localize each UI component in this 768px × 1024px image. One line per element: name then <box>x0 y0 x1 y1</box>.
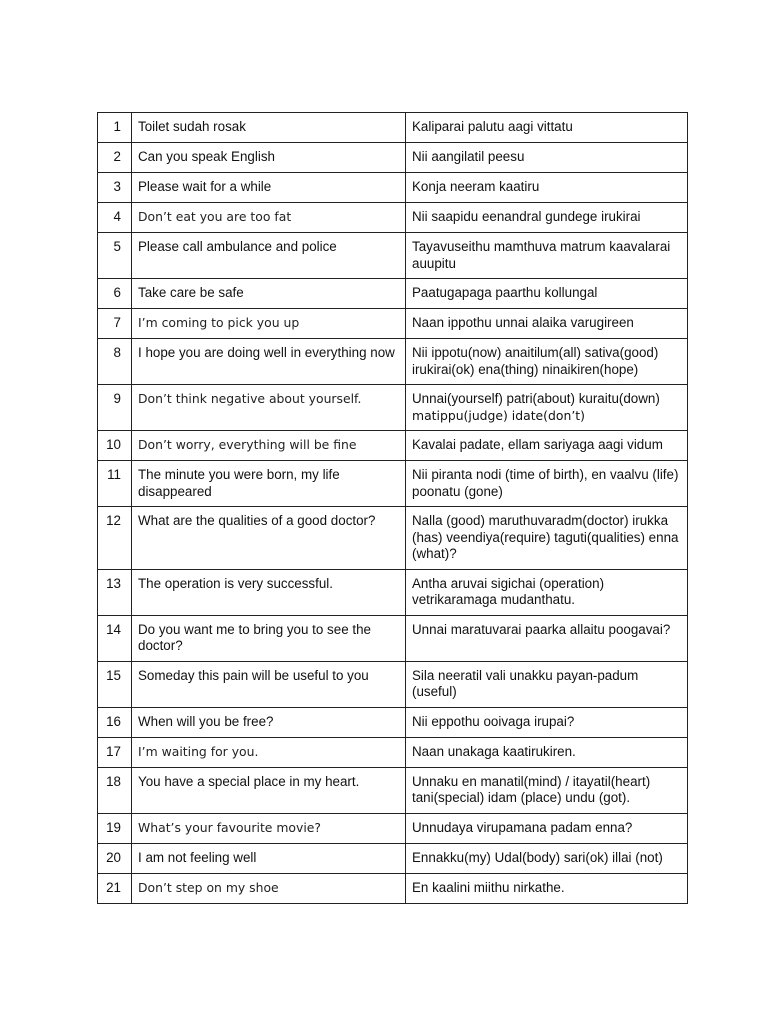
english-phrase: Don’t step on my shoe <box>132 873 406 903</box>
table-row <box>98 507 688 570</box>
tamil-translation: Nii piranta nodi (time of birth), en vaalvu (life) poonatu (gone) <box>406 461 688 507</box>
english-phrase: Don’t eat you are too fat <box>132 203 406 233</box>
english-phrase: Don’t worry, everything will be fine <box>132 431 406 461</box>
table-row <box>98 233 688 279</box>
table-row <box>98 707 688 737</box>
row-number: 17 <box>98 737 132 767</box>
tamil-translation: Unnudaya virupamana padam enna? <box>406 813 688 843</box>
tamil-translation: Naan ippothu unnai alaika varugireen <box>406 309 688 339</box>
english-phrase: You have a special place in my heart. <box>132 767 406 813</box>
table-row <box>98 385 688 431</box>
tamil-translation-line: matippu(judge) idate(don’t) <box>412 407 585 423</box>
table-row <box>98 661 688 707</box>
english-phrase: I’m coming to pick you up <box>132 309 406 339</box>
english-phrase: What are the qualities of a good doctor? <box>132 507 406 570</box>
english-phrase: I am not feeling well <box>132 843 406 873</box>
english-phrase: I hope you are doing well in everything now <box>132 339 406 385</box>
table-row <box>98 873 688 903</box>
tamil-translation <box>406 385 688 431</box>
tamil-translation: Sila neeratil vali unakku payan-padum (useful) <box>406 661 688 707</box>
tamil-translation: Nii eppothu ooivaga irupai? <box>406 707 688 737</box>
table-row <box>98 279 688 309</box>
english-phrase: Take care be safe <box>132 279 406 309</box>
english-phrase: The operation is very successful. <box>132 569 406 615</box>
phrase-table <box>97 112 688 904</box>
tamil-translation: Nalla (good) maruthuvaradm(doctor) irukka (has) veendiya(require) taguti(qualities) enna (what)? <box>406 507 688 570</box>
tamil-translation: Tayavuseithu mamthuva matrum kaavalarai auupitu <box>406 233 688 279</box>
table-row <box>98 113 688 143</box>
english-phrase: I’m waiting for you. <box>132 737 406 767</box>
row-number: 13 <box>98 569 132 615</box>
tamil-translation-line: Unnai(yourself) patri(about) kuraitu(down) <box>412 391 660 406</box>
row-number: 1 <box>98 113 132 143</box>
row-number: 11 <box>98 461 132 507</box>
english-phrase: Toilet sudah rosak <box>132 113 406 143</box>
table-row <box>98 431 688 461</box>
table-row <box>98 615 688 661</box>
english-phrase: Please wait for a while <box>132 173 406 203</box>
english-phrase: Can you speak English <box>132 143 406 173</box>
row-number: 15 <box>98 661 132 707</box>
table-row <box>98 173 688 203</box>
table-row <box>98 461 688 507</box>
row-number: 4 <box>98 203 132 233</box>
row-number: 7 <box>98 309 132 339</box>
row-number: 8 <box>98 339 132 385</box>
english-phrase: The minute you were born, my life disappeared <box>132 461 406 507</box>
english-phrase: Don’t think negative about yourself. <box>132 385 406 431</box>
table-row <box>98 309 688 339</box>
tamil-translation: Paatugapaga paarthu kollungal <box>406 279 688 309</box>
tamil-translation: Unnaku en manatil(mind) / itayatil(heart) tani(special) idam (place) undu (got). <box>406 767 688 813</box>
table-row <box>98 767 688 813</box>
tamil-translation: Ennakku(my) Udal(body) sari(ok) illai (not) <box>406 843 688 873</box>
table-row <box>98 569 688 615</box>
tamil-translation: Nii aangilatil peesu <box>406 143 688 173</box>
tamil-translation: Nii ippotu(now) anaitilum(all) sativa(good) irukirai(ok) ena(thing) ninaikiren(hope) <box>406 339 688 385</box>
english-phrase: Someday this pain will be useful to you <box>132 661 406 707</box>
english-phrase: When will you be free? <box>132 707 406 737</box>
row-number: 16 <box>98 707 132 737</box>
tamil-translation: Antha aruvai sigichai (operation) vetrikaramaga mudanthatu. <box>406 569 688 615</box>
table-row <box>98 737 688 767</box>
row-number: 3 <box>98 173 132 203</box>
tamil-translation: Unnai maratuvarai paarka allaitu poogavai? <box>406 615 688 661</box>
tamil-translation: Naan unakaga kaatirukiren. <box>406 737 688 767</box>
tamil-translation: Konja neeram kaatiru <box>406 173 688 203</box>
row-number: 10 <box>98 431 132 461</box>
english-phrase: Please call ambulance and police <box>132 233 406 279</box>
table-row <box>98 339 688 385</box>
english-phrase: What’s your favourite movie? <box>132 813 406 843</box>
row-number: 12 <box>98 507 132 570</box>
tamil-translation: Kavalai padate, ellam sariyaga aagi vidum <box>406 431 688 461</box>
row-number: 19 <box>98 813 132 843</box>
table-row <box>98 203 688 233</box>
row-number: 20 <box>98 843 132 873</box>
table-row <box>98 843 688 873</box>
table-row <box>98 143 688 173</box>
row-number: 21 <box>98 873 132 903</box>
row-number: 5 <box>98 233 132 279</box>
tamil-translation: Kaliparai palutu aagi vittatu <box>406 113 688 143</box>
row-number: 14 <box>98 615 132 661</box>
row-number: 6 <box>98 279 132 309</box>
tamil-translation: Nii saapidu eenandral gundege irukirai <box>406 203 688 233</box>
row-number: 18 <box>98 767 132 813</box>
english-phrase: Do you want me to bring you to see the doctor? <box>132 615 406 661</box>
tamil-translation: En kaalini miithu nirkathe. <box>406 873 688 903</box>
table-row <box>98 813 688 843</box>
row-number: 2 <box>98 143 132 173</box>
row-number: 9 <box>98 385 132 431</box>
